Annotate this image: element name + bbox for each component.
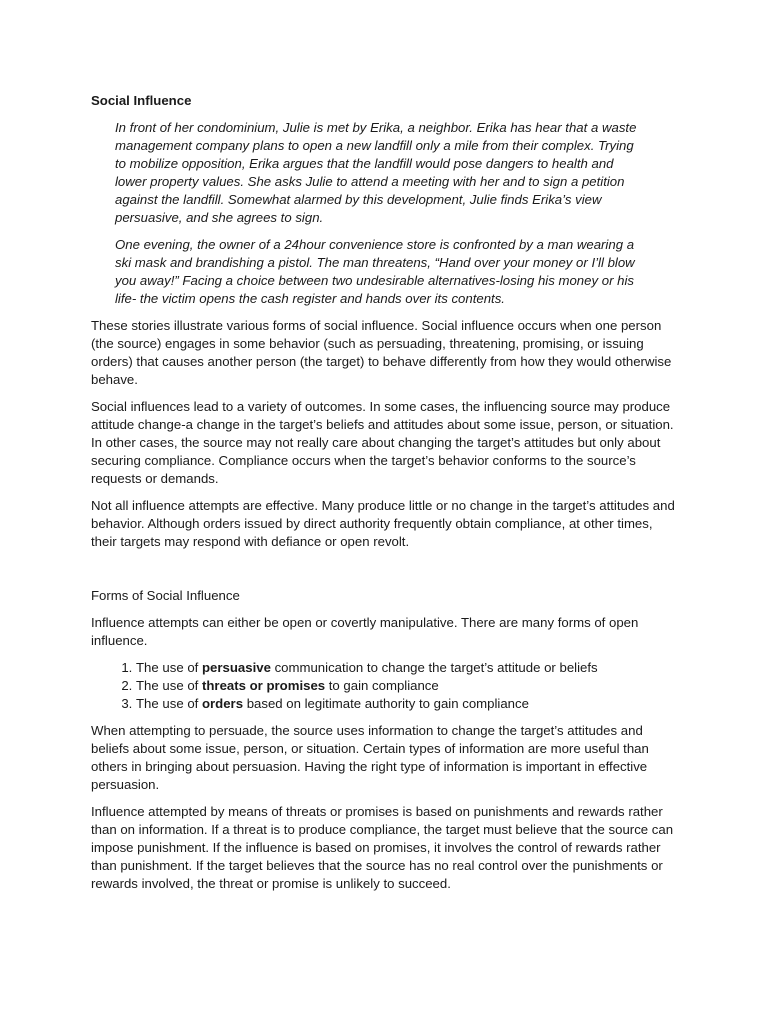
body-paragraph: These stories illustrate various forms of social influence. Social influence occurs when one person (the source) engages in some behavior (such as persuading, threatening, promising, or issuing orders) that causes another person (the target) to behave differently from how they would otherwise behave. [91,318,672,387]
list-item-text: The use of [136,660,202,675]
list-item-text: based on legitimate authority to gain compliance [243,696,529,711]
list-item-text: The use of [136,678,202,693]
list-item-text: The use of [136,696,202,711]
list-item [136,677,681,695]
document-page [91,92,681,902]
section-subheading: Forms of Social Influence [91,588,240,603]
quote-paragraph: In front of her condominium, Julie is met by Erika, a neighbor. Erika has hear that a waste management company plans to open a new landfill only a mile from their complex. Trying to mobilize opposition, Erika argues that the landfill would pose dangers to health and lower property values. She asks Julie to attend a meeting with her and to sign a petition against the landfill. Somewhat alarmed by this development, Julie finds Erika’s view persuasive, and she agrees to sign. [115,120,637,225]
list-item-text: communication to change the target’s attitude or beliefs [270,660,598,675]
list-item-emphasis: persuasive [201,660,271,675]
list-item [136,695,681,713]
body-paragraph: Influence attempts can either be open or covertly manipulative. There are many forms of open influence. [91,615,639,648]
list-item-text: to gain compliance [325,678,439,693]
quote-paragraph: One evening, the owner of a 24hour convenience store is confronted by a man wearing a ski mask and brandishing a pistol. The man threatens, “Hand over your money or I’ll blow you away!” Facing a choice between two undesirable alternatives-losing his money or his life- the victim opens the cash register and hands over its contents. [115,237,635,306]
list-item-emphasis: orders [201,696,244,711]
list-item-emphasis: threats or promises [201,678,326,693]
body-paragraph: Influence attempted by means of threats or promises is based on punishments and rewards rather than on information. If a threat is to produce compliance, the target must believe that the source can impose punishment. If the influence is based on promises, it involves the control of rewards rather than punishment. If the target believes that the source has no real control over the punishments or rewards involved, the threat or promise is unlikely to succeed. [91,804,674,891]
body-paragraph: Not all influence attempts are effective. Many produce little or no change in the target’s attitudes and behavior. Although orders issued by direct authority frequently obtain compliance, at other times, their targets may respond with defiance or open revolt. [91,498,675,549]
list-item [136,659,681,677]
body-paragraph: Social influences lead to a variety of outcomes. In some cases, the influencing source may produce attitude change-a change in the target’s beliefs and attitudes about some issue, person, or situation. In other cases, the source may not really care about changing the target’s attitudes but only about securing compliance. Compliance occurs when the target’s behavior conforms to the source’s requests or demands. [91,399,674,486]
page-title: Social Influence [91,93,192,108]
forms-list [91,659,681,713]
body-paragraph: When attempting to persuade, the source uses information to change the target’s attitudes and beliefs about some issue, person, or situation. Certain types of information are more useful than others in bringing about persuasion. Having the right type of information is important in effective persuasion. [91,723,649,792]
